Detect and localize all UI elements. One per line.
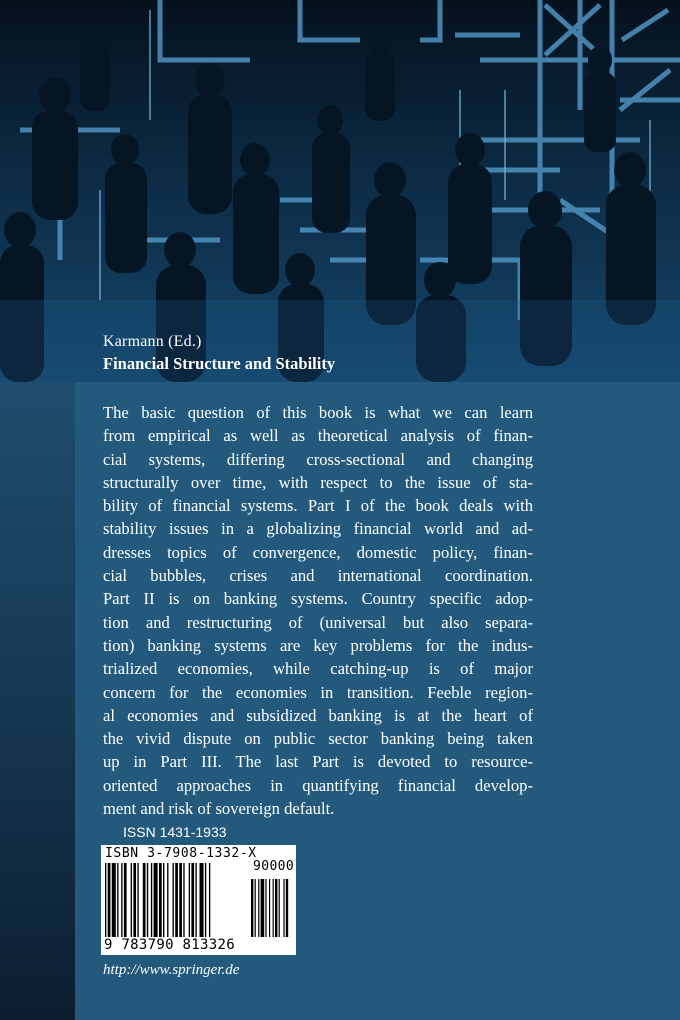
blurb-line: The basic question of this book is what we can learn <box>103 403 533 422</box>
barcode-bar <box>147 863 148 937</box>
book-title: Financial Structure and Stability <box>103 354 336 373</box>
blurb-line: from empirical as well as theoretical analysis of finan- <box>103 426 533 446</box>
barcode-bar <box>151 863 152 937</box>
barcode-bar <box>191 863 194 937</box>
barcode-bar <box>209 863 210 937</box>
blurb-line: trialized economies, while catching-up is of major <box>103 659 533 679</box>
barcode-bar <box>121 863 122 937</box>
barcode-addon-bar <box>255 879 256 937</box>
barcode-bar <box>179 863 182 937</box>
barcode-addon-bar <box>273 879 274 937</box>
barcode-addon-digits: 90000 <box>253 859 295 874</box>
barcode-addon-bar <box>258 879 259 937</box>
barcode-bar <box>200 863 204 937</box>
editor-name: Karmann (Ed.) <box>103 333 202 350</box>
barcode-isbn-text: ISBN 3-7908-1332-X <box>105 846 257 861</box>
title-block <box>103 331 335 375</box>
barcode-addon-bar <box>275 879 277 937</box>
barcode-bar <box>117 863 118 937</box>
barcode-addon-bar <box>269 879 270 937</box>
barcode-addon-bar <box>283 879 284 937</box>
book-description <box>103 401 533 820</box>
blurb-line: structurally over time, with respect to the issue of sta- <box>103 472 533 492</box>
barcode-bar <box>195 863 196 937</box>
issn-label: ISSN 1431-1933 <box>123 824 227 840</box>
cover-photo <box>0 0 680 382</box>
blurb-line: tion and restructuring of (universal but also separa- <box>103 612 533 632</box>
barcode-addon-bar <box>261 879 265 937</box>
publisher-url: http://www.springer.de <box>103 962 240 978</box>
barcode-bar <box>167 863 168 937</box>
barcode-bar <box>189 863 190 937</box>
barcode-bar <box>163 863 164 937</box>
barcode-bar <box>159 863 162 937</box>
blurb-line: al economies and subsidized banking is at the heart of <box>103 705 533 725</box>
barcode-addon-bar <box>279 879 280 937</box>
barcode-bar <box>105 863 106 937</box>
barcode-addon-bar <box>286 879 288 937</box>
blurb-line: bility of financial systems. Part I of the book deals with <box>103 496 533 516</box>
blurb-line: tion) banking systems are key problems for the indus- <box>103 635 533 655</box>
barcode-ean-digits: 9 783790 813326 <box>104 937 235 953</box>
barcode-bar <box>143 863 146 937</box>
barcode-bar <box>108 863 111 937</box>
barcode-bar <box>124 863 127 937</box>
barcode-bar <box>154 863 158 937</box>
blurb-line: dresses topics of convergence, domestic policy, finan- <box>103 542 533 562</box>
blurb-line: oriented approaches in quantifying financial develop- <box>103 775 533 795</box>
isbn-barcode <box>101 845 296 955</box>
barcode-bar <box>205 863 206 937</box>
blurb-line: concern for the economies in transition. Feeble region- <box>103 682 533 702</box>
barcode-bar <box>133 863 136 937</box>
crowd-photo-image <box>0 0 680 382</box>
blurb-line: cial bubbles, crises and international coordination. <box>103 566 533 586</box>
barcode-addon-bar <box>265 879 266 937</box>
barcode-bar <box>112 863 116 937</box>
blurb-line: ment and risk of sovereign default. <box>103 799 335 819</box>
barcode-bar <box>137 863 138 937</box>
barcode-addon-bar <box>251 879 253 937</box>
cover-spine-strip <box>0 382 75 1020</box>
blurb-line: stability issues in a globalizing financial world and ad- <box>103 519 533 539</box>
barcode-bar <box>173 863 174 937</box>
barcode-bar <box>183 863 184 937</box>
blurb-line: the vivid dispute on public sector banking being taken <box>103 729 533 749</box>
blurb-line: up in Part III. The last Part is devoted to resource- <box>103 752 533 772</box>
blurb-line: Part II is on banking systems. Country specific adop- <box>103 589 533 609</box>
barcode-bar <box>175 863 178 937</box>
blurb-line: cial systems, differing cross-sectional and changing <box>103 449 533 469</box>
barcode-bar <box>131 863 132 937</box>
